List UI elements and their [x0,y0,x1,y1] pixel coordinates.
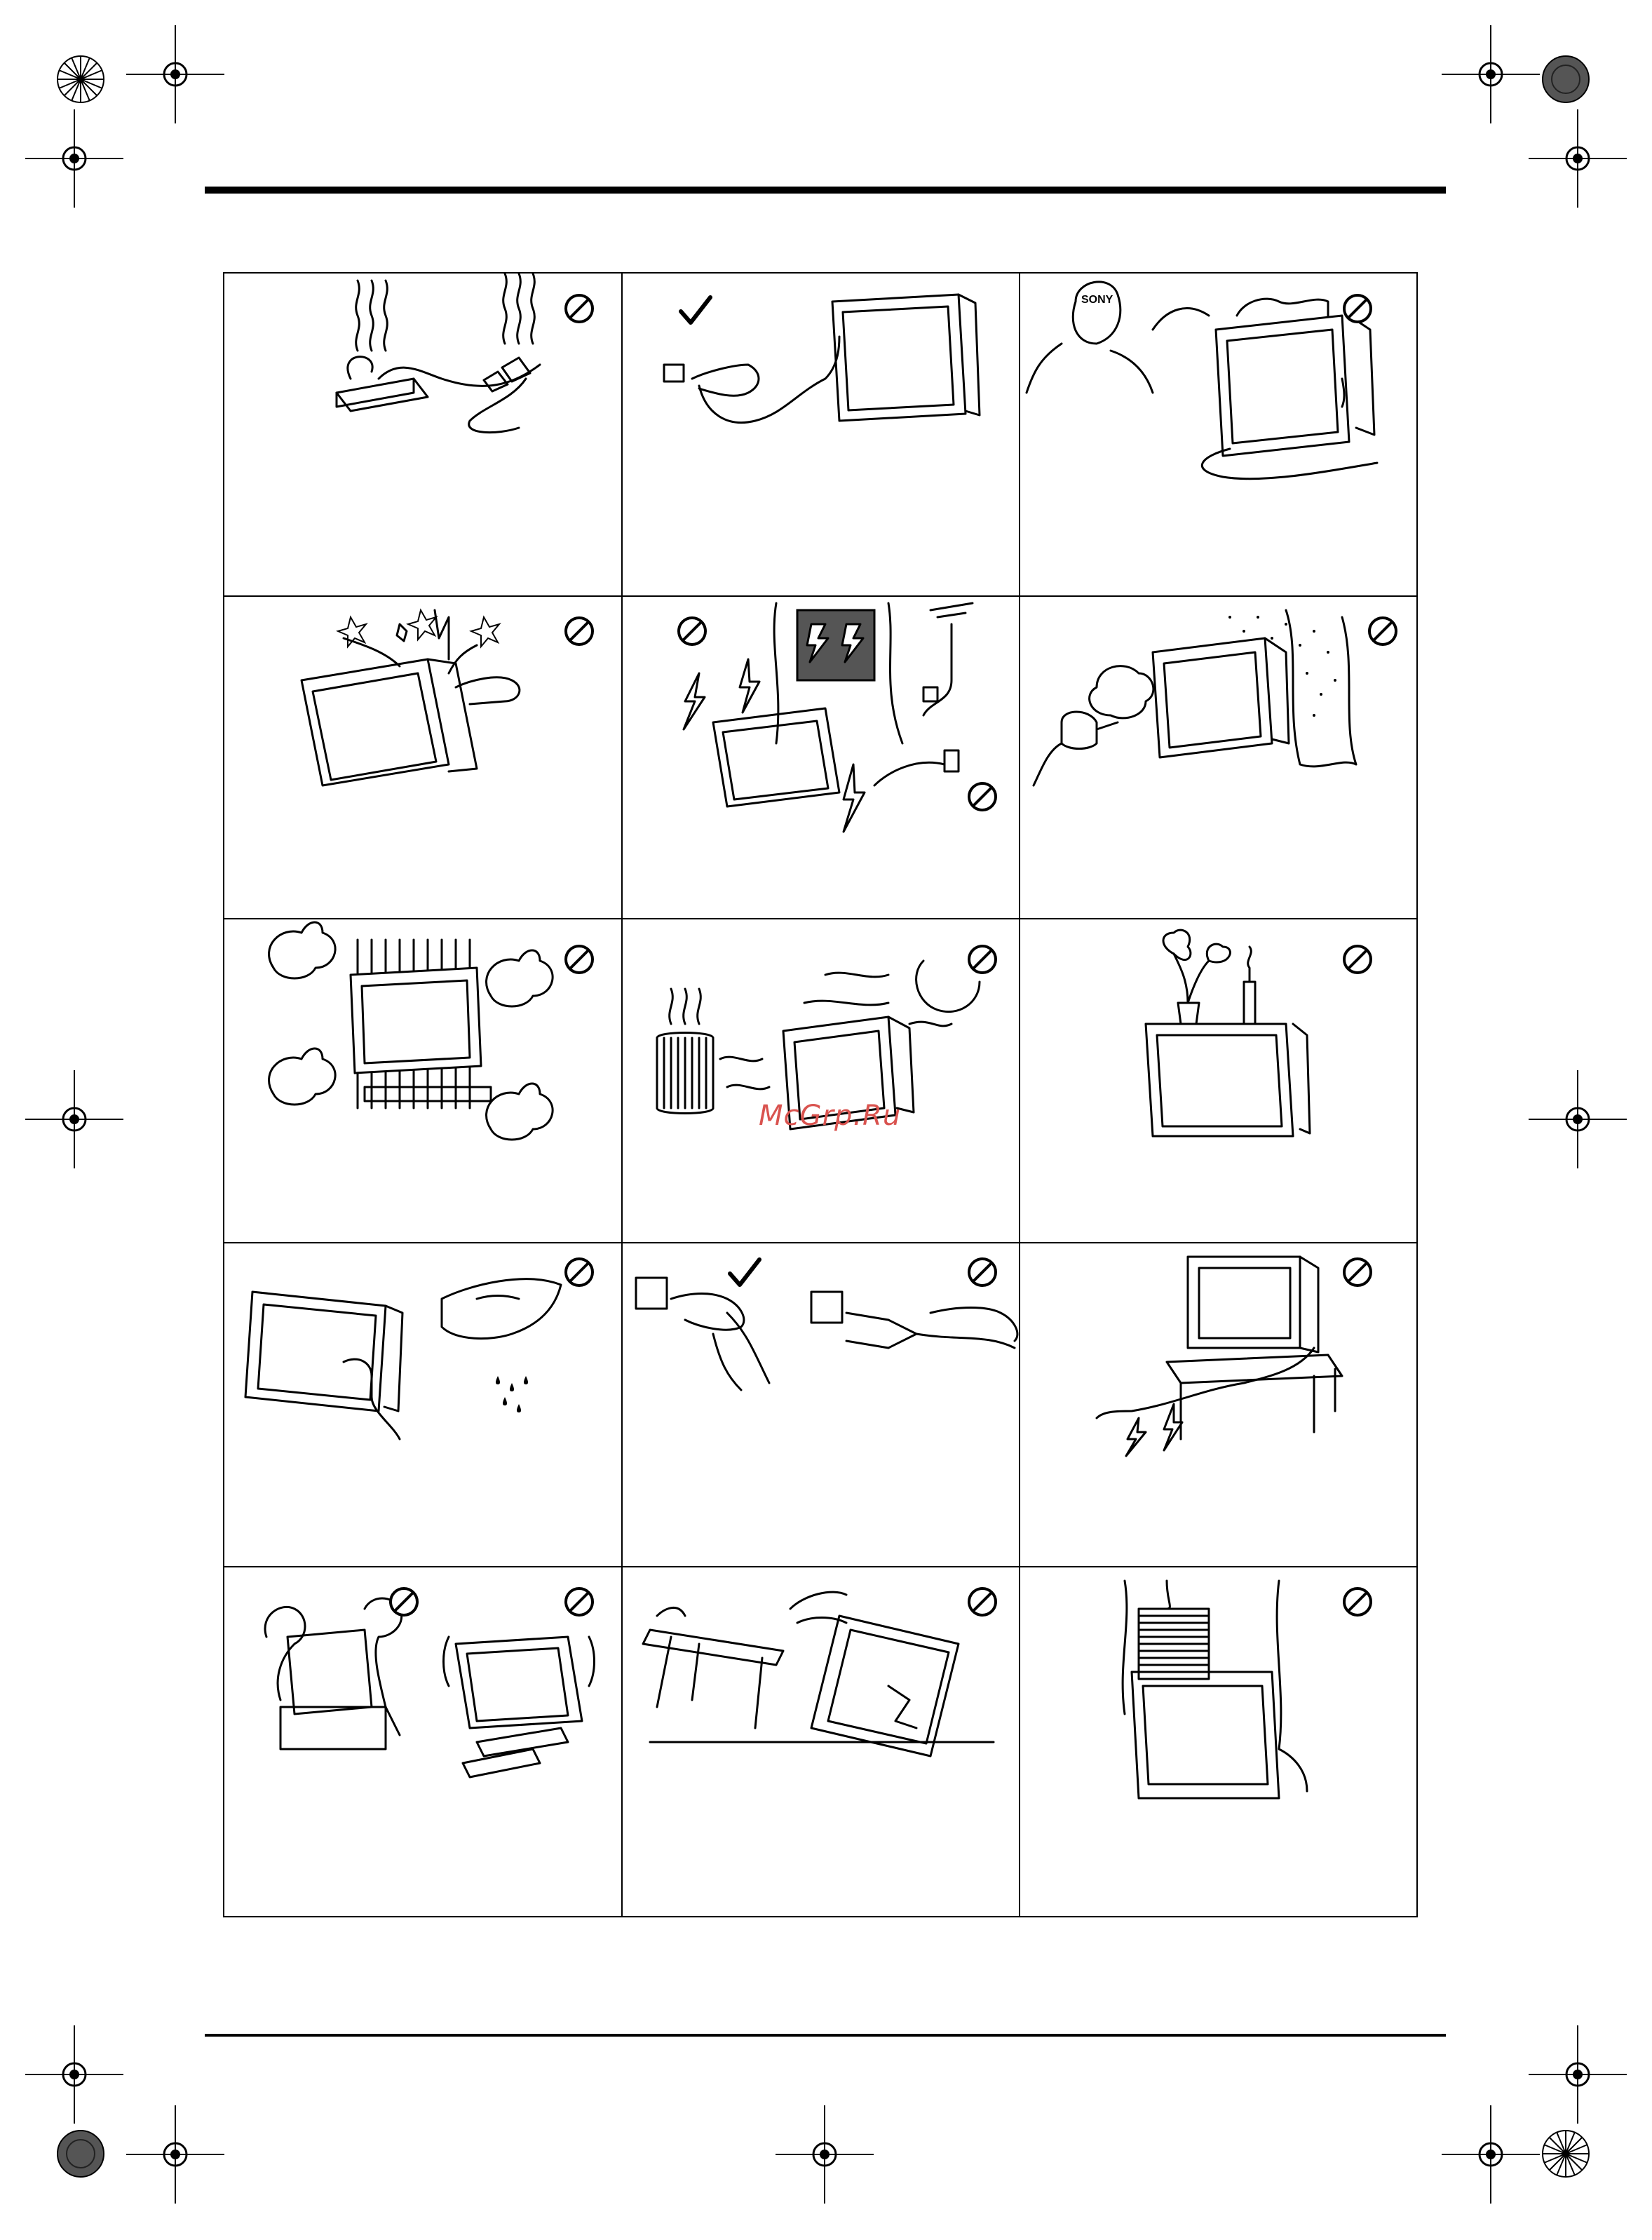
registration-mark-icon [1529,2025,1627,2124]
registration-mark-icon [1529,109,1627,208]
header-rule [205,187,1446,194]
lightning-storm-illustration [622,596,1020,919]
registration-mark-icon [1442,2105,1540,2204]
prohibited-icon [677,616,707,647]
vase-candle-on-top-illustration [1020,919,1416,1243]
prohibited-icon [388,1586,419,1617]
overloaded-outlet-illustration [224,274,622,596]
prohibited-icon [967,1257,998,1288]
objects-into-vents-illustration [224,596,622,919]
steam-humidity-illustration [1020,596,1416,919]
safety-illustration-grid [223,272,1418,1917]
objects-on-top-curtain-illustration [1020,1567,1416,1916]
prohibited-icon [564,1586,595,1617]
prohibited-icon [1342,1586,1373,1617]
prohibited-icon [564,1257,595,1288]
watermark: McGrp.Ru [759,1100,902,1132]
registration-mark-icon [126,2105,224,2204]
prohibited-icon [1367,616,1398,647]
prohibited-icon [564,944,595,975]
registration-mark-icon [126,25,224,123]
footer-rule [205,2034,1446,2037]
pull-plug-not-cord-illustration [622,1243,1020,1567]
registration-mark-icon [25,1070,123,1168]
prohibited-icon [967,1586,998,1617]
color-bar-mark-icon [56,55,105,104]
sony-cap-label: SONY [1081,294,1113,306]
prohibited-icon [564,616,595,647]
damaged-cord-illustration [1020,1243,1416,1567]
registration-mark-icon [776,2105,874,2204]
registration-mark-icon [25,2025,123,2124]
wet-cloth-cleaning-illustration [224,1243,622,1567]
color-bar-mark-icon [1541,55,1590,104]
checkmark-icon [678,295,713,327]
registration-mark-icon [1529,1070,1627,1168]
checkmark-icon [727,1257,762,1289]
unplug-by-plug-illustration [622,274,1020,596]
blocked-ventilation-illustration [224,919,622,1243]
color-bar-mark-icon [1541,2129,1590,2178]
prohibited-icon [1342,1257,1373,1288]
registration-mark-icon [25,109,123,208]
prohibited-icon [1342,293,1373,324]
prohibited-icon [1342,944,1373,975]
children-climbing-unstable-illustration [224,1567,622,1916]
prohibited-icon [967,781,998,812]
prohibited-icon [967,944,998,975]
heat-sources-illustration [622,919,1020,1243]
liquid-spill-call-service-illustration [1020,274,1416,596]
unstable-table-fall-illustration [622,1567,1020,1916]
registration-mark-icon [1442,25,1540,123]
prohibited-icon [564,293,595,324]
color-bar-mark-icon [56,2129,105,2178]
